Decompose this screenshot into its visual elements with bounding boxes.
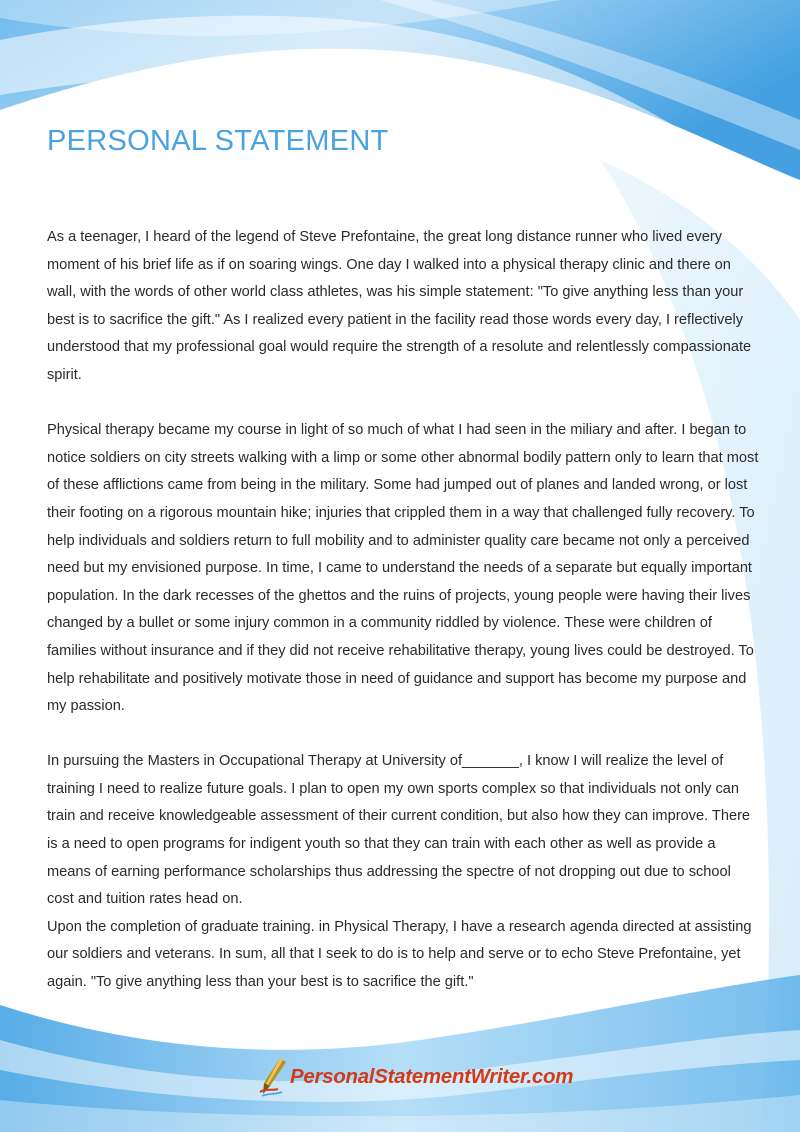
- paragraph-4: Upon the completion of graduate training. in Physical Therapy, I have a research agenda directed at assisting our soldiers and veterans. In sum, all that I seek to do is to help and serve or to echo Steve Prefontaine, yet again. "To give anything less than your best is to sacrifice the gift.": [47, 918, 752, 991]
- page-title: PERSONAL STATEMENT: [47, 125, 389, 157]
- statement-body: [47, 224, 759, 997]
- paragraph-2: Physical therapy became my course in light of so much of what I had seen in the miliary and after. I began to notice soldiers on city streets walking with a limp or some other abnormal bodily pattern only to learn that most of these afflictions came from being in the military. Some had jumped out of planes and landed wrong, or lost their footing on a rigorous mountain hike; injuries that crippled them in a way that challenged fully recovery. To help individuals and soldiers return to full mobility and to administer quality care became not only a perceived need but my envisioned purpose. In time, I came to understand the needs of a separate but equally important population. In the dark recesses of the ghettos and the ruins of projects, young people were having their lives changed by a bullet or some injury common in a community riddled by violence. These were children of families without insurance and if they did not receive rehabilitative therapy, young lives could be destroyed. To help rehabilitate and positively motivate those in need of guidance and support has become my purpose and my passion.: [47, 422, 759, 715]
- paragraph-1: As a teenager, I heard of the legend of Steve Prefontaine, the great long distance runner who lived every moment of his brief life as if on soaring wings. One day I walked into a physical therapy clinic and there on wall, with the words of other world class athletes, was his simple statement: "To give anything less than your best is to sacrifice the gift." As I realized every patient in the facility read those words every day, I reflectively understood that my professional goal would require the strength of a resolute and relentlessly compassionate spirit.: [47, 229, 752, 383]
- paragraph-3: In pursuing the Masters in Occupational Therapy at University of_______, I know I will realize the level of training I need to realize future goals. I plan to open my own sports complex so that individuals not only can train and receive knowledgeable assessment of their current condition, but also how they can improve. There is a need to open programs for indigent youth so that they can train with each other as well as provide a means of earning performance scholarships thus addressing the spectre of not dropping out due to school cost and tuition rates head on.: [47, 753, 751, 908]
- pen-nib-icon: [258, 1056, 288, 1098]
- footer-logo[interactable]: [258, 1052, 573, 1102]
- logo-text: PersonalStatementWriter.com: [290, 1065, 574, 1088]
